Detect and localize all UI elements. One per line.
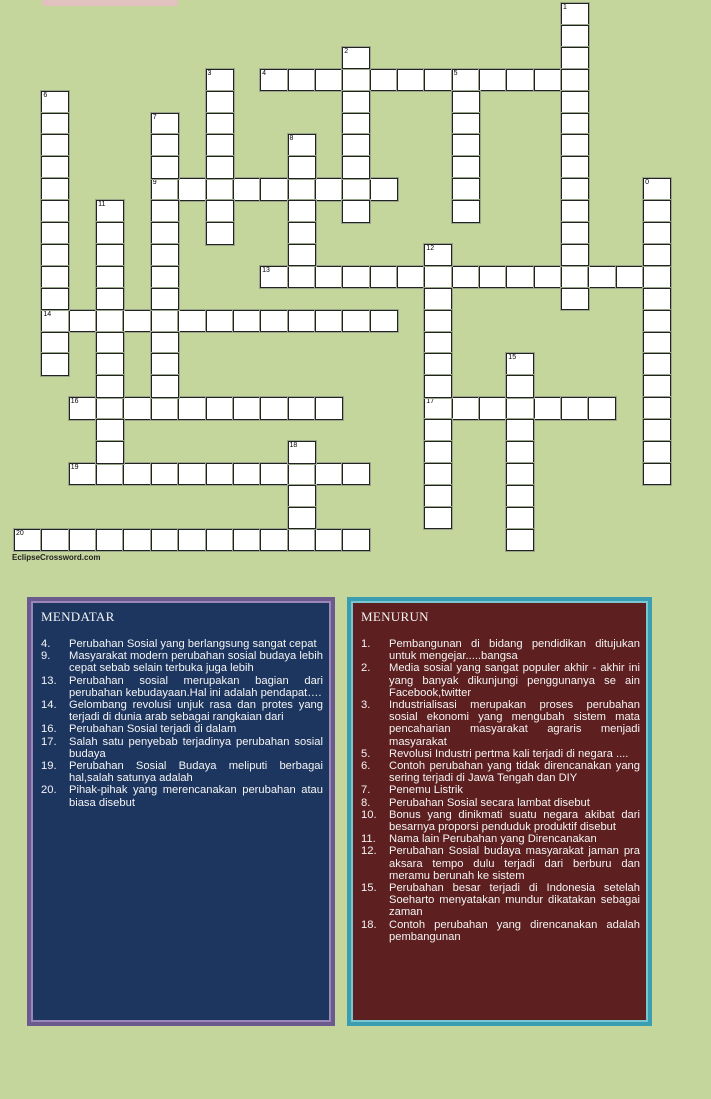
grid-cell[interactable] [397, 69, 425, 92]
clue-number: 2. [361, 662, 371, 675]
grid-cell[interactable] [479, 69, 507, 92]
grid-cell[interactable] [643, 178, 671, 201]
clue-number: 3. [361, 699, 371, 712]
grid-cell[interactable] [123, 310, 151, 333]
cell-number: 11 [98, 201, 106, 209]
down-clue-item [361, 784, 640, 796]
grid-cell[interactable] [315, 178, 343, 201]
grid-cell[interactable] [233, 178, 261, 201]
grid-cell[interactable] [69, 397, 97, 420]
clue-text: Perubahan Sosial terjadi di dalam [69, 723, 237, 736]
grid-cell[interactable] [288, 222, 316, 245]
grid-cell[interactable] [288, 507, 316, 530]
grid-cell[interactable] [315, 310, 343, 333]
down-clue-item [361, 760, 640, 784]
grid-cell[interactable] [151, 134, 179, 157]
grid-cell[interactable] [206, 91, 234, 114]
grid-cell[interactable] [315, 69, 343, 92]
grid-cell[interactable] [342, 91, 370, 114]
grid-cell[interactable] [397, 266, 425, 289]
grid-cell[interactable] [342, 266, 370, 289]
grid-cell[interactable] [561, 397, 589, 420]
grid-cell[interactable] [588, 397, 616, 420]
down-clue-item [361, 662, 640, 699]
clue-number: 13. [41, 674, 57, 687]
clue-text: Perubahan besar terjadi di Indonesia setelah Soeharto menyatakan mundur dikatakan sebagai zaman [389, 882, 640, 919]
grid-cell[interactable] [41, 353, 69, 376]
grid-cell[interactable] [96, 288, 124, 311]
grid-cell[interactable] [342, 113, 370, 136]
down-clue-item [361, 919, 640, 943]
clue-text: Pembangunan di bidang pendidikan ditujukan untuk mengejar.....bangsa [389, 638, 640, 663]
cell-number: 7 [152, 113, 157, 121]
grid-cell[interactable] [424, 397, 452, 420]
clue-text: Media sosial yang sangat populer akhir - akhir ini yang banyak dikunjungi penggunanya se ain Facebook,twitter [389, 662, 640, 699]
grid-cell[interactable] [151, 310, 179, 333]
grid-cell[interactable] [288, 156, 316, 179]
clue-text: Contoh perubahan yang tidak direncanakan yang sering terjadi di Jawa Tengah dan DIY [389, 760, 640, 785]
grid-cell[interactable] [370, 310, 398, 333]
grid-cell[interactable] [561, 3, 589, 26]
grid-cell[interactable] [288, 441, 316, 464]
cell-number: 5 [453, 69, 458, 77]
grid-cell[interactable] [206, 113, 234, 136]
grid-cell[interactable] [96, 463, 124, 486]
grid-cell[interactable] [41, 266, 69, 289]
grid-cell[interactable] [206, 69, 234, 92]
clue-number: 17. [41, 735, 57, 748]
grid-cell[interactable] [534, 266, 562, 289]
grid-cell[interactable] [643, 375, 671, 398]
grid-cell[interactable] [178, 178, 206, 201]
grid-cell[interactable] [151, 353, 179, 376]
grid-cell[interactable] [96, 222, 124, 245]
grid-cell[interactable] [96, 441, 124, 464]
across-clue-item [41, 723, 323, 735]
grid-cell[interactable] [643, 200, 671, 223]
grid-cell[interactable] [342, 178, 370, 201]
clue-text: Masyarakat modern perubahan sosial budaya lebih cepat sebab selain terbuka juga lebih [69, 650, 323, 675]
grid-cell[interactable] [41, 134, 69, 157]
grid-cell[interactable] [123, 529, 151, 552]
grid-cell[interactable] [561, 47, 589, 70]
grid-cell[interactable] [69, 529, 97, 552]
down-clue-item [361, 833, 640, 845]
grid-cell[interactable] [69, 310, 97, 333]
clue-text: Industrialisasi merupakan proses perubahan sosial ekonomi yang mengubah sistem mata pencaharian masyarakat agraris menjadi masyarakat [389, 699, 640, 748]
clue-number: 11. [361, 833, 376, 846]
down-clue-item [361, 797, 640, 809]
grid-cell[interactable] [206, 463, 234, 486]
grid-cell[interactable] [41, 288, 69, 311]
grid-cell[interactable] [206, 310, 234, 333]
grid-cell[interactable] [370, 69, 398, 92]
grid-cell[interactable] [41, 332, 69, 355]
grid-cell[interactable] [424, 69, 452, 92]
grid-cell[interactable] [643, 353, 671, 376]
down-clue-item [361, 748, 640, 760]
clue-text: Contoh perubahan yang direncanakan adalah pembangunan [389, 918, 640, 943]
grid-cell[interactable] [643, 222, 671, 245]
down-clue-item [361, 882, 640, 919]
clue-text: Penemu Listrik [389, 784, 463, 797]
grid-cell[interactable] [96, 244, 124, 267]
grid-cell[interactable] [14, 529, 42, 552]
grid-cell[interactable] [178, 529, 206, 552]
cell-number: 4 [262, 69, 266, 77]
grid-cell[interactable] [561, 222, 589, 245]
grid-cell[interactable] [424, 463, 452, 486]
clue-number: 16. [41, 723, 57, 736]
clue-text: Perubahan Sosial secara lambat disebut [389, 796, 590, 809]
grid-cell[interactable] [342, 529, 370, 552]
grid-cell[interactable] [342, 156, 370, 179]
grid-cell[interactable] [315, 529, 343, 552]
grid-cell[interactable] [452, 397, 480, 420]
grid-cell[interactable] [41, 310, 69, 333]
grid-cell[interactable] [151, 463, 179, 486]
grid-cell[interactable] [233, 463, 261, 486]
grid-cell[interactable] [506, 375, 534, 398]
clue-number: 14. [41, 699, 57, 712]
grid-cell[interactable] [288, 529, 316, 552]
grid-cell[interactable] [96, 310, 124, 333]
grid-cell[interactable] [561, 156, 589, 179]
cell-number: 0 [645, 179, 649, 187]
grid-cell[interactable] [41, 244, 69, 267]
grid-cell[interactable] [288, 244, 316, 267]
grid-cell[interactable] [96, 419, 124, 442]
clue-number: 8. [361, 796, 371, 809]
grid-cell[interactable] [643, 332, 671, 355]
grid-cell[interactable] [452, 91, 480, 114]
grid-cell[interactable] [260, 69, 288, 92]
grid-cell[interactable] [260, 178, 288, 201]
grid-cell[interactable] [41, 222, 69, 245]
cell-number: 6 [43, 91, 48, 99]
grid-cell[interactable] [41, 156, 69, 179]
cell-number: 3 [207, 69, 212, 77]
across-clue-item [41, 650, 323, 674]
grid-cell[interactable] [41, 113, 69, 136]
grid-cell[interactable] [260, 463, 288, 486]
clue-number: 19. [41, 760, 57, 773]
grid-cell[interactable] [643, 244, 671, 267]
grid-cell[interactable] [288, 463, 316, 486]
across-clue-item [41, 736, 323, 760]
grid-cell[interactable] [424, 441, 452, 464]
grid-cell[interactable] [342, 463, 370, 486]
grid-cell[interactable] [424, 310, 452, 333]
grid-cell[interactable] [96, 332, 124, 355]
grid-cell[interactable] [178, 397, 206, 420]
cell-number: 15 [508, 354, 517, 362]
down-clue-item [361, 845, 640, 882]
grid-cell[interactable] [151, 397, 179, 420]
grid-cell[interactable] [151, 375, 179, 398]
clue-number: 7. [361, 784, 371, 797]
clue-number: 5. [361, 747, 371, 760]
grid-cell[interactable] [534, 69, 562, 92]
grid-cell[interactable] [452, 69, 480, 92]
down-clue-item [361, 809, 640, 833]
grid-cell[interactable] [288, 266, 316, 289]
clue-text: Pihak-pihak yang merencanakan perubahan atau biasa disebut [69, 784, 323, 809]
grid-cell[interactable] [41, 200, 69, 223]
grid-cell[interactable] [260, 397, 288, 420]
across-clues-panel [27, 597, 335, 1026]
grid-cell[interactable] [588, 266, 616, 289]
grid-cell[interactable] [452, 266, 480, 289]
grid-cell[interactable] [96, 266, 124, 289]
grid-cell[interactable] [96, 397, 124, 420]
grid-cell[interactable] [561, 113, 589, 136]
clue-text: Nama lain Perubahan yang Direncanakan [389, 833, 597, 846]
cell-number: 1 [563, 4, 567, 11]
across-clue-item [41, 760, 323, 784]
across-clue-item [41, 784, 323, 808]
grid-cell[interactable] [506, 419, 534, 442]
clue-number: 9. [41, 650, 51, 663]
grid-cell[interactable] [206, 222, 234, 245]
clue-number: 10. [361, 808, 377, 821]
clue-number: 1. [361, 638, 371, 650]
clue-text: Perubahan Sosial yang berlangsung sangat cepat [69, 638, 317, 650]
grid-cell[interactable] [288, 485, 316, 508]
grid-cell[interactable] [561, 134, 589, 157]
grid-cell[interactable] [206, 397, 234, 420]
grid-cell[interactable] [643, 266, 671, 289]
grid-cell[interactable] [424, 353, 452, 376]
grid-cell[interactable] [342, 69, 370, 92]
grid-cell[interactable] [561, 244, 589, 267]
clue-number: 4. [41, 638, 51, 650]
grid-cell[interactable] [96, 529, 124, 552]
grid-cell[interactable] [643, 288, 671, 311]
grid-cell[interactable] [151, 332, 179, 355]
grid-cell[interactable] [315, 397, 343, 420]
cell-number: 12 [426, 244, 435, 252]
grid-cell[interactable] [342, 310, 370, 333]
grid-cell[interactable] [643, 441, 671, 464]
grid-cell[interactable] [288, 310, 316, 333]
grid-cell[interactable] [424, 244, 452, 267]
grid-cell[interactable] [534, 397, 562, 420]
grid-cell[interactable] [424, 507, 452, 530]
grid-cell[interactable] [561, 178, 589, 201]
clue-number: 6. [361, 760, 371, 773]
grid-cell[interactable] [260, 529, 288, 552]
clue-text: Perubahan sosial merupakan bagian dari perubahan kebudayaan.Hal ini adalah pendapat…. [69, 674, 323, 699]
grid-cell[interactable] [315, 266, 343, 289]
grid-cell[interactable] [342, 134, 370, 157]
grid-cell[interactable] [479, 397, 507, 420]
grid-cell[interactable] [561, 200, 589, 223]
clue-text: Bonus yang dinikmati suatu negara akibat dari besarnya proporsi penduduk produktif disebut [389, 808, 640, 834]
grid-cell[interactable] [288, 134, 316, 157]
grid-cell[interactable] [123, 397, 151, 420]
grid-cell[interactable] [123, 463, 151, 486]
cell-number: 13 [262, 266, 270, 274]
grid-cell[interactable] [151, 244, 179, 267]
grid-cell[interactable] [315, 463, 343, 486]
clue-text: Perubahan Sosial Budaya meliputi berbagai hal,salah satunya adalah [69, 760, 323, 785]
down-clue-item [361, 699, 640, 748]
grid-cell[interactable] [561, 288, 589, 311]
clue-number: 15. [361, 882, 377, 895]
grid-cell[interactable] [96, 375, 124, 398]
clue-number: 20. [41, 784, 57, 797]
grid-cell[interactable] [561, 25, 589, 48]
clue-number: 18. [361, 918, 377, 931]
grid-cell[interactable] [288, 69, 316, 92]
across-title: MENDATAR [41, 609, 115, 624]
clue-text: Salah satu penyebab terjadinya perubahan sosial budaya [69, 735, 323, 760]
grid-cell[interactable] [370, 178, 398, 201]
grid-cell[interactable] [643, 463, 671, 486]
grid-cell[interactable] [288, 178, 316, 201]
grid-cell[interactable] [452, 200, 480, 223]
grid-cell[interactable] [151, 178, 179, 201]
grid-cell[interactable] [424, 288, 452, 311]
grid-cell[interactable] [452, 156, 480, 179]
grid-cell[interactable] [506, 485, 534, 508]
grid-cell[interactable] [506, 529, 534, 552]
clue-text: Gelombang revolusi unjuk rasa dan protes yang terjadi di dunia arab sebagai rangkaian dari [69, 699, 323, 724]
grid-cell[interactable] [69, 463, 97, 486]
cell-number: 14 [43, 310, 52, 318]
grid-cell[interactable] [561, 69, 589, 92]
grid-cell[interactable] [41, 178, 69, 201]
grid-cell[interactable] [616, 266, 644, 289]
grid-cell[interactable] [506, 463, 534, 486]
grid-cell[interactable] [178, 463, 206, 486]
credit-text: EclipseCrossword.com [12, 553, 101, 562]
grid-cell[interactable] [260, 310, 288, 333]
grid-cell[interactable] [151, 529, 179, 552]
cell-number: 18 [289, 442, 298, 449]
grid-cell[interactable] [233, 397, 261, 420]
grid-cell[interactable] [178, 310, 206, 333]
grid-cell[interactable] [342, 200, 370, 223]
down-clues-panel [347, 597, 652, 1026]
grid-cell[interactable] [506, 266, 534, 289]
grid-cell[interactable] [206, 529, 234, 552]
clue-number: 12. [361, 845, 377, 858]
grid-cell[interactable] [151, 288, 179, 311]
cell-number: 19 [70, 463, 79, 471]
cell-number: 9 [152, 179, 157, 187]
grid-cell[interactable] [561, 266, 589, 289]
cell-number: 16 [70, 398, 79, 406]
clue-text: Revolusi Industri pertma kali terjadi di negara .... [389, 747, 629, 760]
grid-cell[interactable] [506, 441, 534, 464]
grid-cell[interactable] [233, 310, 261, 333]
grid-cell[interactable] [452, 113, 480, 136]
grid-cell[interactable] [96, 353, 124, 376]
grid-cell[interactable] [342, 47, 370, 70]
grid-cell[interactable] [643, 310, 671, 333]
across-clue-item [41, 675, 323, 699]
cell-number: 8 [289, 135, 294, 143]
grid-cell[interactable] [151, 266, 179, 289]
grid-cell[interactable] [643, 419, 671, 442]
grid-cell[interactable] [506, 353, 534, 376]
grid-cell[interactable] [452, 134, 480, 157]
cell-number: 2 [344, 47, 349, 55]
cell-number: 17 [426, 398, 435, 406]
grid-cell[interactable] [151, 113, 179, 136]
grid-cell[interactable] [206, 156, 234, 179]
grid-cell[interactable] [424, 375, 452, 398]
grid-cell[interactable] [288, 200, 316, 223]
clue-text: Perubahan Sosial budaya masyarakat jaman pra aksara tempo dulu terjadi dari berburu dan meramu berunah ke sistem [389, 845, 640, 882]
grid-cell[interactable] [151, 200, 179, 223]
grid-cell[interactable] [206, 200, 234, 223]
grid-cell[interactable] [424, 485, 452, 508]
grid-cell[interactable] [479, 266, 507, 289]
grid-cell[interactable] [506, 397, 534, 420]
grid-cell[interactable] [561, 91, 589, 114]
grid-cell[interactable] [206, 134, 234, 157]
down-clue-item [361, 638, 640, 662]
grid-cell[interactable] [206, 178, 234, 201]
grid-cell[interactable] [233, 529, 261, 552]
grid-cell[interactable] [151, 222, 179, 245]
grid-cell[interactable] [424, 332, 452, 355]
across-clue-item [41, 699, 323, 723]
grid-cell[interactable] [643, 397, 671, 420]
down-title: MENURUN [361, 609, 429, 624]
down-clue-list [361, 638, 640, 943]
grid-cell[interactable] [41, 91, 69, 114]
grid-cell[interactable] [370, 266, 398, 289]
grid-cell[interactable] [452, 178, 480, 201]
across-clue-list [41, 638, 323, 809]
grid-cell[interactable] [424, 419, 452, 442]
grid-cell[interactable] [41, 529, 69, 552]
grid-cell[interactable] [151, 156, 179, 179]
grid-cell[interactable] [288, 397, 316, 420]
cell-number: 20 [16, 529, 24, 537]
grid-cell[interactable] [96, 200, 124, 223]
across-clue-item [41, 638, 323, 650]
grid-cell[interactable] [424, 266, 452, 289]
grid-cell[interactable] [506, 69, 534, 92]
grid-cell[interactable] [260, 266, 288, 289]
grid-cell[interactable] [506, 507, 534, 530]
